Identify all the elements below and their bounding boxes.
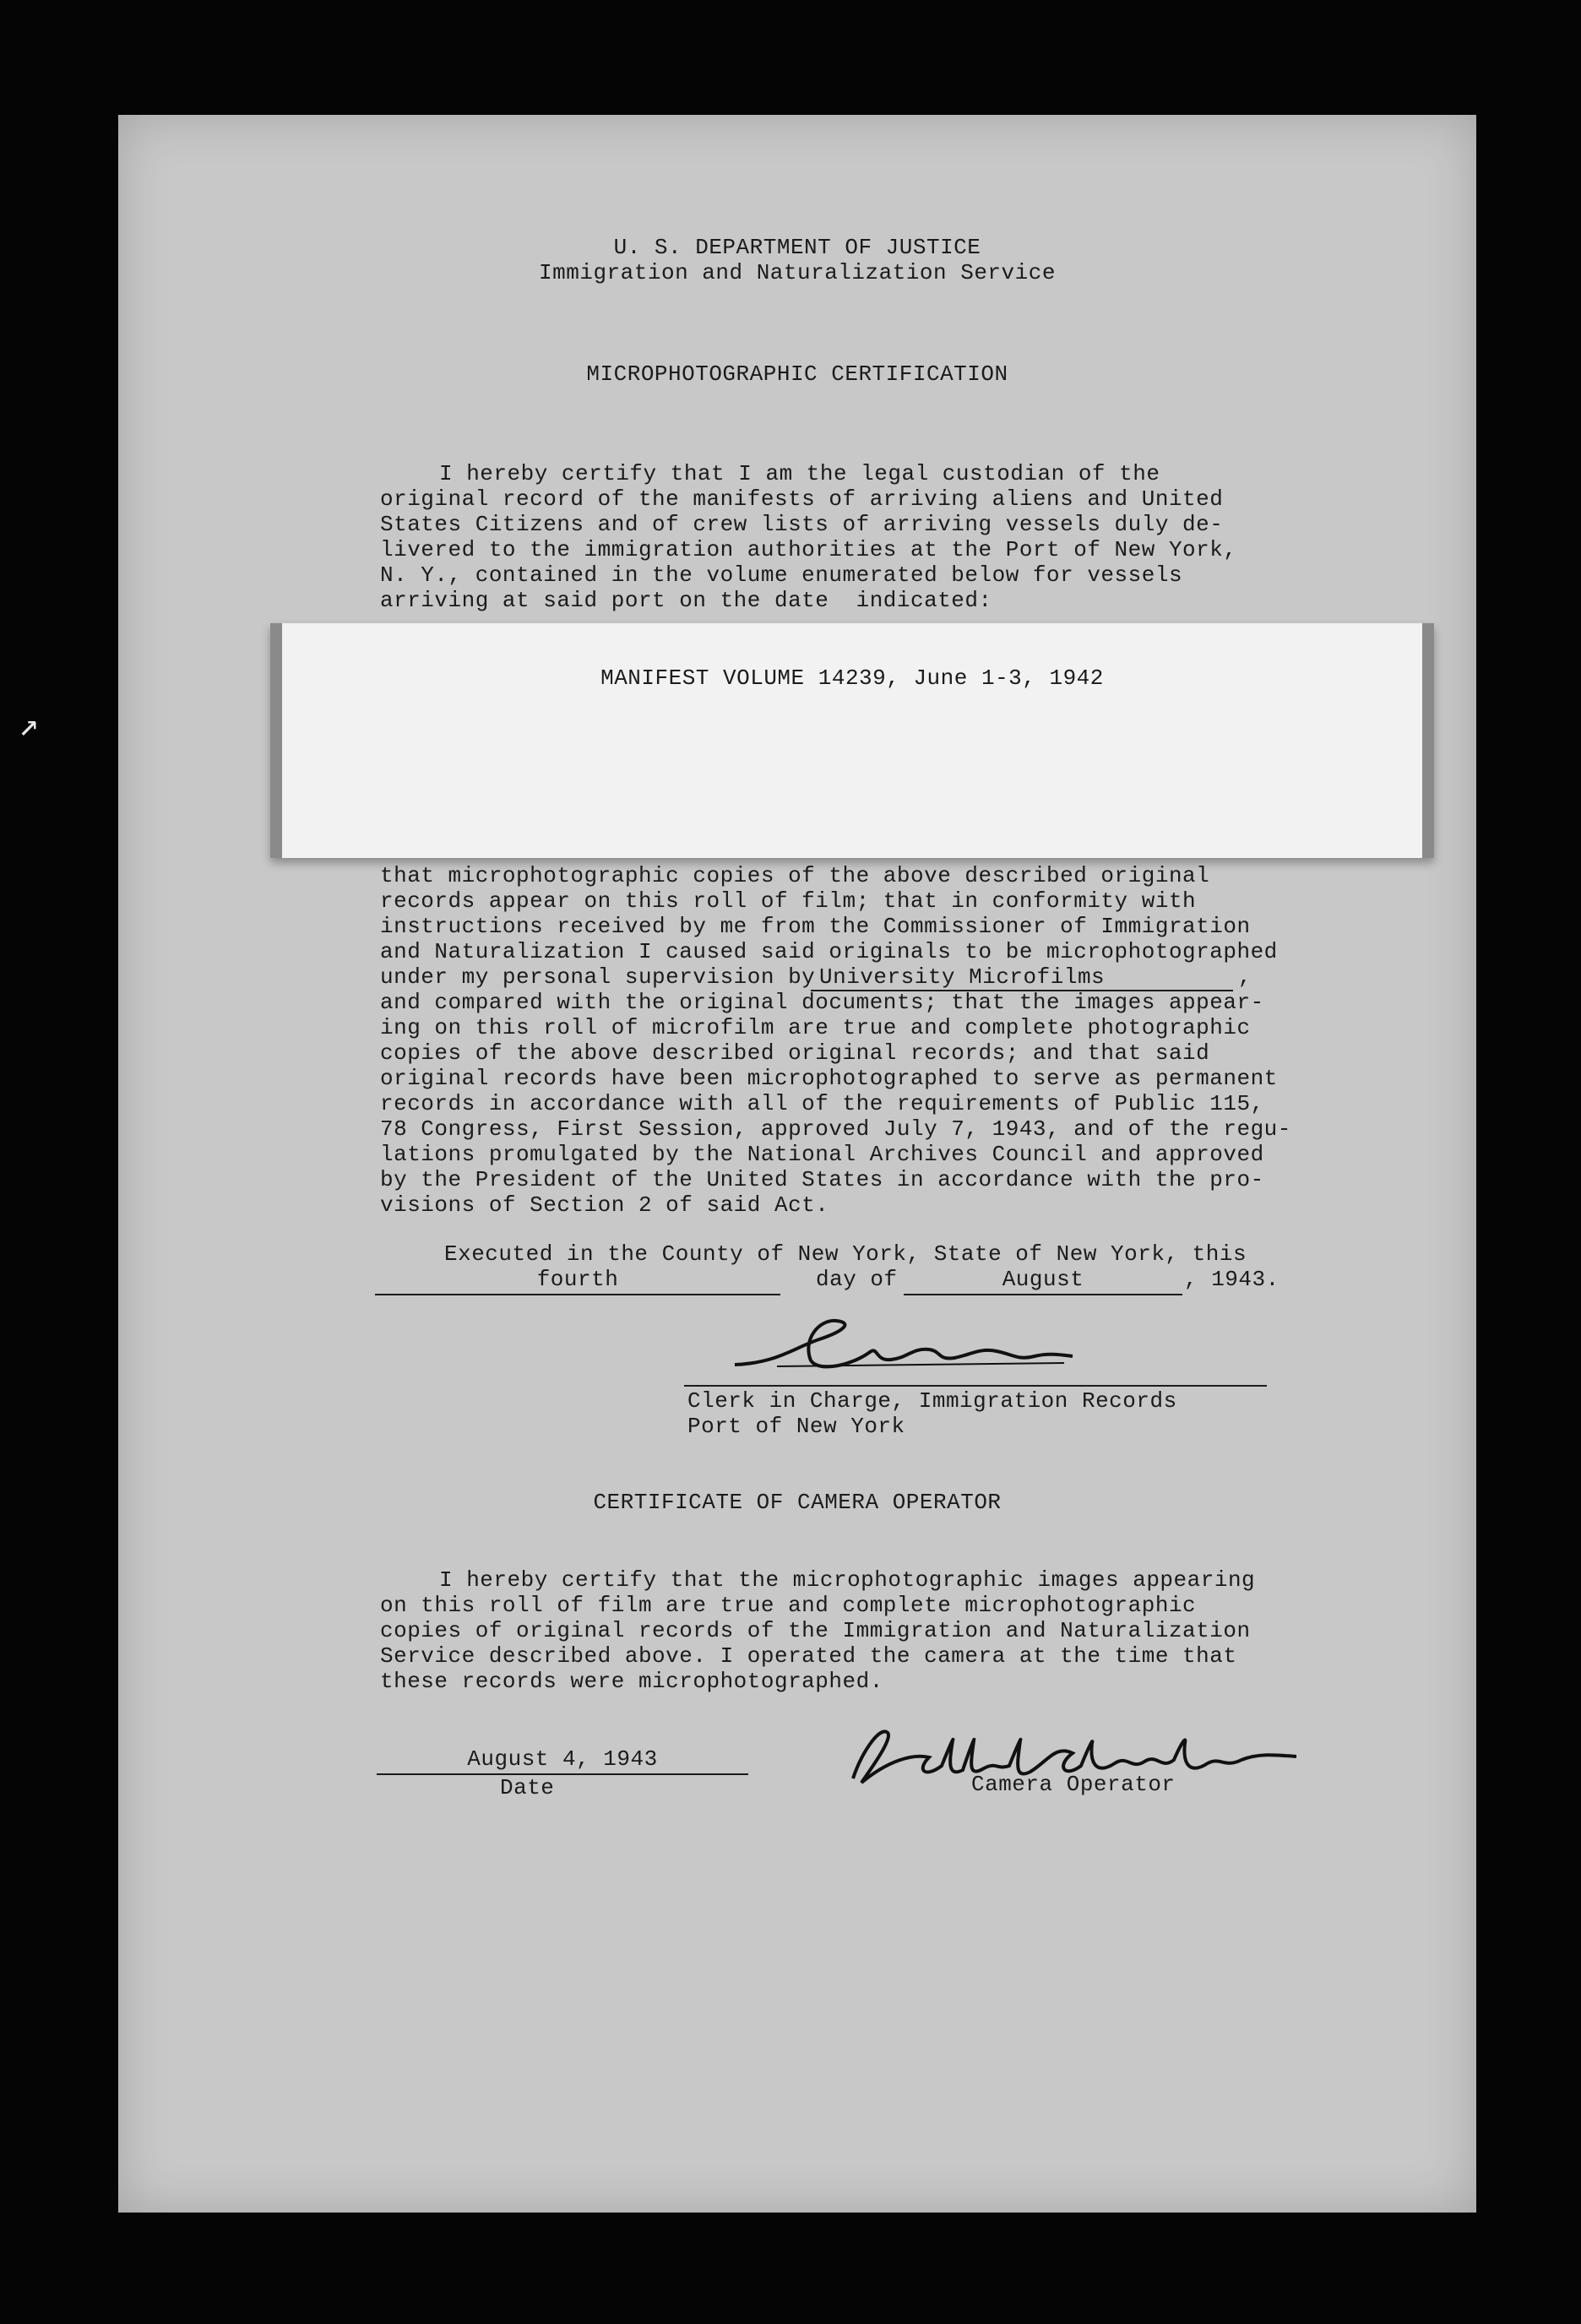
day-underline	[375, 1294, 780, 1295]
clerk-port: Port of New York	[687, 1414, 905, 1439]
intro-line: original record of the manifests of arriving aliens and United	[380, 486, 1224, 512]
manifest-volume-slip	[270, 623, 1434, 858]
body-line: records in accordance with all of the requirements of Public 115,	[380, 1091, 1264, 1116]
body-line: copies of the above described original records; and that said	[380, 1040, 1210, 1066]
day-of-label: day of	[816, 1267, 898, 1292]
body-line: ing on this roll of microfilm are true and complete photographic	[380, 1015, 1251, 1040]
date-value: August 4, 1943	[467, 1746, 658, 1772]
body-line: 78 Congress, First Session, approved July 7, 1943, and of the regu-	[380, 1116, 1291, 1142]
clerk-signature-line	[684, 1385, 1267, 1387]
film-edge-mark: ↗	[19, 709, 40, 747]
certificate-sheet	[118, 115, 1476, 2213]
supervisor-comma: ,	[1238, 964, 1252, 990]
body-line: original records have been microphotographed to serve as permanent	[380, 1066, 1278, 1091]
body-line: instructions received by me from the Commissioner of Immigration	[380, 914, 1251, 939]
intro-line: livered to the immigration authorities at the Port of New York,	[380, 537, 1237, 562]
executed-day: fourth	[536, 1267, 619, 1292]
camera-certificate-title: CERTIFICATE OF CAMERA OPERATOR	[593, 1490, 1002, 1515]
date-line	[377, 1773, 748, 1775]
operator-label: Camera Operator	[971, 1772, 1176, 1797]
intro-line: arriving at said port on the date indicated:	[380, 588, 992, 613]
camera-line: copies of original records of the Immigration and Naturalization	[380, 1618, 1251, 1643]
camera-line: these records were microphotographed.	[380, 1669, 883, 1694]
date-label: Date	[500, 1775, 555, 1800]
body-line: visions of Section 2 of said Act.	[380, 1192, 829, 1218]
supervisor-name: University Microfilms	[819, 964, 1106, 990]
executed-year: , 1943.	[1184, 1267, 1279, 1292]
department-heading: U. S. DEPARTMENT OF JUSTICE	[613, 235, 981, 260]
body-line: and Naturalization I caused said originals to be microphotographed	[380, 939, 1278, 964]
month-underline	[904, 1294, 1182, 1295]
body-line: records appear on this roll of film; that in conformity with	[380, 888, 1197, 914]
camera-line: I hereby certify that the microphotographic images appearing	[439, 1567, 1256, 1593]
clerk-signature	[726, 1314, 1081, 1386]
clerk-title: Clerk in Charge, Immigration Records	[687, 1388, 1177, 1414]
body-line: lations promulgated by the National Archives Council and approved	[380, 1142, 1264, 1167]
camera-line: Service described above. I operated the camera at the time that	[380, 1643, 1237, 1669]
body-line: and compared with the original documents; that the images appear-	[380, 990, 1264, 1015]
intro-line: States Citizens and of crew lists of arriving vessels duly de-	[380, 512, 1224, 537]
body-line: that microphotographic copies of the above described original	[380, 863, 1210, 888]
body-line: by the President of the United States in accordance with the pro-	[380, 1167, 1264, 1192]
page-title: MICROPHOTOGRAPHIC CERTIFICATION	[586, 361, 1008, 387]
camera-line: on this roll of film are true and complete microphotographic	[380, 1593, 1197, 1618]
manifest-volume-label: MANIFEST VOLUME 14239, June 1-3, 1942	[600, 665, 1104, 691]
executed-line: Executed in the County of New York, State of New York, this	[444, 1241, 1247, 1267]
intro-line: N. Y., contained in the volume enumerated below for vessels	[380, 562, 1183, 588]
intro-line: I hereby certify that I am the legal custodian of the	[439, 461, 1160, 486]
body-line: under my personal supervision by	[380, 964, 816, 990]
executed-month: August	[1002, 1267, 1084, 1292]
service-heading: Immigration and Naturalization Service	[539, 260, 1056, 285]
